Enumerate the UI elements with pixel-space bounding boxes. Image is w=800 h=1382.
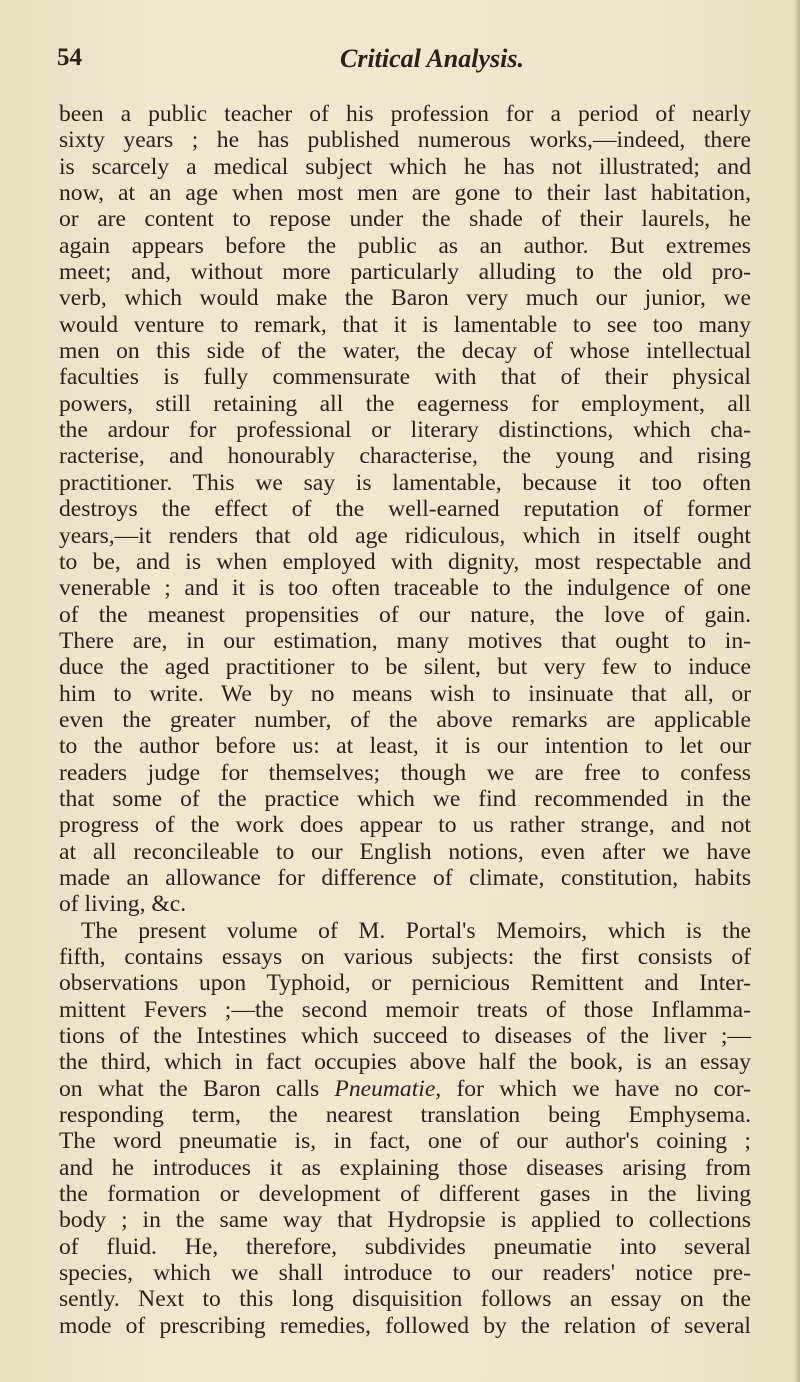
text-line: The word pneumatie is, in fact, one of our author's coining ; [59,1128,751,1155]
text-line: to the author before us: at least, it is our intention to let our [59,733,751,760]
text-line-with-italic [59,1076,751,1102]
text-line: venerable ; and it is too often traceable to the indulgence of one [59,575,751,602]
text-line: years,—it renders that old age ridiculous, which in itself ought [59,522,751,549]
body-text [59,101,751,1339]
text-line: would venture to remark, that it is lamentable to see too many [59,311,751,338]
text-line: even the greater number, of the above remarks are applicable [59,706,751,733]
text-line: him to write. We by no means wish to insinuate that all, or [59,680,751,707]
text-line: responding term, the nearest translation being Emphysema. [59,1102,751,1129]
text-line: sixty years ; he has published numerous works,—indeed, there [59,127,751,154]
text-line: the third, which in fact occupies above half the book, is an essay [59,1049,751,1076]
paragraph-end-line: of living, &c. [59,891,187,918]
text-line: There are, in our estimation, many motives that ought to in- [59,627,751,654]
page-edge-shadow [794,0,800,1382]
text-line: meet; and, without more particularly alluding to the old pro- [59,259,751,286]
text-line: progress of the work does appear to us rather strange, and not [59,812,751,839]
page-header [57,44,747,84]
text-line: body ; in the same way that Hydropsie is applied to collections [59,1207,751,1234]
text-line: observations upon Typhoid, or pernicious Remittent and Inter- [59,970,751,997]
text-line: and he introduces it as explaining those diseases arising from [59,1154,751,1181]
text-line: destroys the effect of the well-earned reputation of former [59,496,751,523]
text-line: tions of the Intestines which succeed to diseases of the liver ;— [59,1023,751,1050]
text-line: of fluid. He, therefore, subdivides pneumatie into several [59,1233,751,1260]
text-line: again appears before the public as an author. But extremes [59,232,751,259]
paragraph-start-line: The present volume of M. Portal's Memoirs, which is the [81,917,751,944]
text-line: readers judge for themselves; though we are free to confess [59,759,751,786]
text-line: the formation or development of different gases in the living [59,1181,751,1208]
text-line: the ardour for professional or literary distinctions, which cha- [59,417,751,444]
text-line: racterise, and honourably characterise, the young and rising [59,443,751,470]
text-line: at all reconcileable to our English notions, even after we have [59,838,751,865]
text-fragment: on what the Baron calls [59,1075,335,1102]
text-line: of the meanest propensities of our nature, the love of gain. [59,601,751,628]
text-line: or are content to repose under the shade of their laurels, he [59,206,751,233]
text-line: fifth, contains essays on various subjects: the first consists of [59,944,751,970]
text-line: to be, and is when employed with dignity, most respectable and [59,548,751,575]
text-line: that some of the practice which we find recommended in the [59,785,751,812]
text-line: duce the aged practitioner to be silent, but very few to induce [59,654,751,681]
text-line: now, at an age when most men are gone to their last habitation, [59,180,751,207]
text-line: faculties is fully commensurate with that of their physical [59,364,751,391]
italic-term-pneumatie: Pneumatie, [334,1075,442,1102]
text-line: powers, still retaining all the eagerness for employment, all [59,390,751,417]
text-line: is scarcely a medical subject which he has not illustrated; and [59,153,751,180]
text-fragment: for which we have no cor- [441,1075,751,1102]
text-line: been a public teacher of his profession for a period of nearly [59,101,751,127]
text-line: practitioner. This we say is lamentable, because it too often [59,469,751,496]
text-line: sently. Next to this long disquisition follows an essay on the [59,1286,751,1313]
page-number: 54 [57,44,82,71]
text-line: mode of prescribing remedies, followed by the relation of several [59,1312,751,1339]
text-line: species, which we shall introduce to our readers' notice pre- [59,1260,751,1287]
text-line: mittent Fevers ;—the second memoir treats of those Inflamma- [59,996,751,1023]
text-line: made an allowance for difference of climate, constitution, habits [59,864,751,891]
text-line: verb, which would make the Baron very much our junior, we [59,285,751,312]
text-line: men on this side of the water, the decay of whose intellectual [59,338,751,365]
running-head: Critical Analysis. [340,44,524,73]
